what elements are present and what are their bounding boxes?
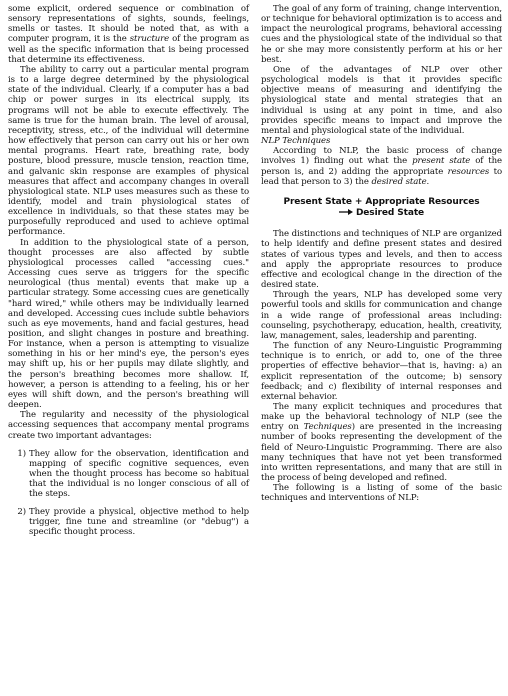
text-run: to lead that person to 3) the bbox=[261, 166, 502, 187]
left-column bbox=[8, 4, 249, 696]
paragraph: The following is a listing of some of the basic techniques and interventions of NLP: bbox=[261, 483, 502, 504]
text-run: of the program as well as the specific information that is being processed that determine its effectiveness. bbox=[8, 34, 249, 65]
list-text: They allow for the observation, identification and mapping of specific cognitive sequences, even when the thought process has become so habitual that the individual is no longer conscious of all of the steps. bbox=[29, 448, 249, 500]
text-run: some explicit, ordered sequence or combination of sensory representations of sights, sounds, feelings, smells or tastes. It should be noted that, as with a computer program, it is the bbox=[8, 4, 249, 45]
list-item bbox=[8, 449, 249, 500]
change-formula bbox=[261, 197, 502, 220]
formula-line: Present State + Appropriate Resources bbox=[283, 196, 480, 207]
paragraph: The regularity and necessity of the physiological accessing sequences that accompany mental programs create two important advantages: bbox=[8, 410, 249, 441]
paragraph: The function of any Neuro-Linguistic Programming technique is to enrich, or add to, one of the three properties of effective behavior—that is, having: a) an explicit representation of the outcome; b) sensory feedback; and c) flexibility of internal responses and external behavior. bbox=[261, 341, 502, 402]
paragraph bbox=[261, 146, 502, 187]
text-run: of the person is, and 2) adding the appropriate bbox=[261, 156, 502, 177]
list-item bbox=[8, 507, 249, 537]
text-run: The many explicit techniques and procedures that make up the behavioral technology of NLP (see the entry on bbox=[261, 401, 502, 433]
list-text: They provide a physical, objective method to help trigger, fine tune and streamline (or "debug") a specific thought process. bbox=[29, 506, 249, 537]
text-run: ) are presented in the increasing number of books representing the development of the field of Neuro-Linguistic Programming. There are also many techniques that have not yet been transformed into written representations, and many that are still in the process of being developed and refined. bbox=[261, 422, 502, 484]
list-number: 1) bbox=[17, 448, 26, 459]
text-run: . bbox=[426, 176, 430, 187]
emphasis: present state bbox=[412, 156, 471, 167]
emphasis: desired state bbox=[371, 176, 427, 187]
section-heading: NLP Techniques bbox=[261, 136, 331, 147]
paragraph: The ability to carry out a particular mental program is to a large degree determined by the physiological state of the individual. Clearly, if a computer has a bad chip or power surges in its electrical supply, its programs will not be able to execute effectively. The same is true for the human brain. The level of arousal, receptivity, stress, etc., of the individual will determine how effectively that person can carry out his or her own mental programs. Heart rate, breathing rate, body posture, blood pressure, muscle tension, reaction time, and galvanic skin response are examples of physical measures that affect and accompany changes in overall physiological state. NLP uses measures such as these to identify, model and train physiological states of excellence in individuals, so that these states may be purposefully reproduced and used to achieve optimal performance. bbox=[8, 64, 249, 238]
right-arrow-icon bbox=[339, 208, 353, 216]
right-column bbox=[261, 4, 502, 696]
emphasis: resources bbox=[447, 166, 490, 177]
paragraph: One of the advantages of NLP over other psychological models is that it provides specific objective means of measuring and identifying the physiological state and mental strategies that an individual is using at any point in time, and also provides specific means to impact and improve the mental and physiological state of the individual. bbox=[261, 64, 502, 136]
paragraph bbox=[8, 4, 249, 65]
paragraph bbox=[261, 402, 502, 483]
emphasis: structure bbox=[129, 34, 170, 45]
paragraph: The goal of any form of training, change intervention, or technique for behavioral optimization is to access and impact the neurological programs, behavioral accessing cues and the physiological state of the individual so that he or she may more consistently perform at his or her best. bbox=[261, 4, 502, 65]
emphasis: Techniques bbox=[303, 422, 352, 433]
list-number: 2) bbox=[17, 506, 26, 517]
paragraph: In addition to the physiological state of a person, thought processes are also affected by subtle physiological processes called "accessing cues." Accessing cues serve as triggers for the specific neurological (thus mental) events that make up a particular strategy. Some accessing cues are genetically "hard wired," while others may be individually learned and developed. Accessing cues include subtle behaviors such as eye movements, hand and facial gestures, head position, and slight changes in posture and breathing. For instance, when a person is attempting to visualize something in his or her mind's eye, the person's eyes may shift up, his or her pupils may dilate slightly, and the person's breathing becomes more shallow. If, however, a person is attending to a feeling, his or her eyes will shift down, and the person's breathing will deepen. bbox=[8, 237, 249, 411]
formula-line bbox=[261, 208, 502, 219]
paragraph: Through the years, NLP has developed some very powerful tools and skills for communication and change in a wide range of professional areas including: counseling, psychotherapy, education, health, creativity, law, management, sales, leadership and parenting. bbox=[261, 290, 502, 341]
formula-text: Desired State bbox=[355, 208, 425, 219]
text-run: According to NLP, the basic process of change involves 1) finding out what the bbox=[261, 146, 502, 167]
advantages-list bbox=[8, 449, 249, 537]
paragraph: The distinctions and techniques of NLP are organized to help identify and define present states and desired states of various types and levels, and then to access and apply the appropriate resources to produce effective and ecological change in the direction of the desired state. bbox=[261, 229, 502, 291]
